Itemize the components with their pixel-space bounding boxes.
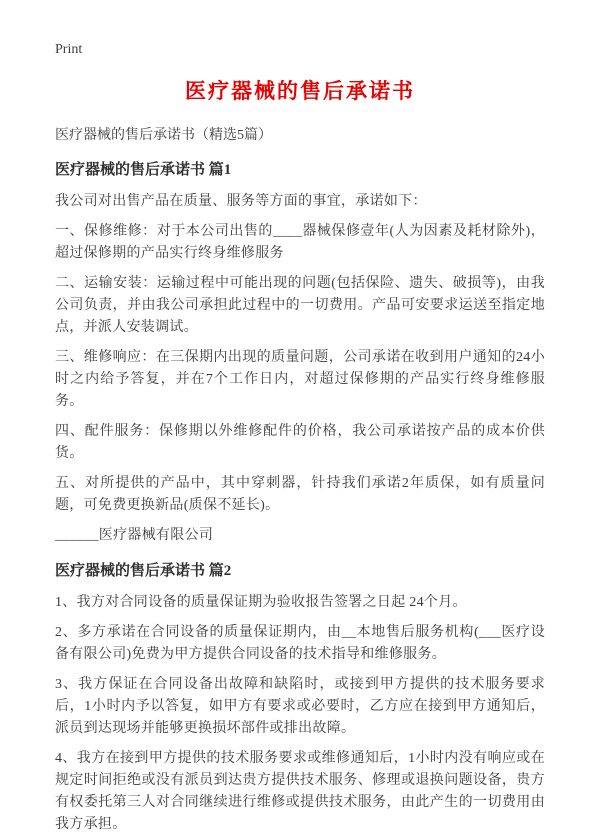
section-2-clause-3-paragraph: 3、我方保证在合同设备出故障和缺陷时，或接到甲方提供的技术服务要求后，1小时内予以答复，如甲方有要求或必要时，乙方应在接到甲方通知后，派员到达现场并能够更换损坏部件或排出故障。 [55, 677, 545, 736]
print-button[interactable]: Print [55, 42, 83, 57]
page-title: 医疗器械的售后承诺书 [185, 79, 415, 103]
section-1-clause-4-paragraph: 四、配件服务：保修期以外维修配件的价格，我公司承诺按产品的成本价供货。 [55, 424, 545, 461]
section-2-clause-1-paragraph: 1、我方对合同设备的质量保证期为验收报告签署之日起 24个月。 [55, 595, 467, 610]
section-2-clause-2-paragraph: 2、多方承诺在合同设备的质量保证期内，由__本地售后服务机构(___医疗设备有限公司)免费为甲方提供合同设备的技术指导和维修服务。 [55, 625, 545, 662]
section-1-clause-2-paragraph: 二、运输安装：运输过程中可能出现的问题(包括保险、遗失、破损等)，由我公司负责，并由我公司承担此过程中的一切费用。产品可安要求运送至指定地点，并派人安装调试。 [55, 276, 545, 335]
section-1-intro-paragraph: 我公司对出售产品在质量、服务等方面的事宜，承诺如下： [55, 194, 427, 209]
company-signature-line: ______医疗器械有限公司 [55, 528, 214, 543]
section-1-clause-1-paragraph: 一、保修维修：对于本公司出售的____器械保修壹年(人为因素及耗材除外)，超过保修期的产品实行终身维修服务 [55, 224, 545, 261]
section-2-clause-4-paragraph: 4、我方在接到甲方提供的技术服务要求或维修通知后，1小时内没有响应或在规定时间拒绝或没有派员到达贵方提供技术服务、修理或退换问题设备，贵方有权委托第三人对合同继续进行维修或提供技术服务，由此产生的一切费用由我方承担。 [55, 751, 545, 832]
section-1-clause-5-paragraph: 五、对所提供的产品中，其中穿刺器，针持我们承诺2年质保，如有质量问题，可免费更换新品(质保不延长)。 [55, 476, 545, 513]
section-1-clause-3-paragraph: 三、维修响应：在三保期内出现的质量问题，公司承诺在收到用户通知的24小时之内给予答复，并在7个工作日内，对超过保修期的产品实行终身维修服务。 [55, 350, 545, 409]
section-2-heading: 医疗器械的售后承诺书 篇2 [55, 563, 232, 579]
doc-subtitle: 医疗器械的售后承诺书（精选5篇） [55, 128, 272, 143]
section-1-heading: 医疗器械的售后承诺书 篇1 [55, 162, 232, 178]
